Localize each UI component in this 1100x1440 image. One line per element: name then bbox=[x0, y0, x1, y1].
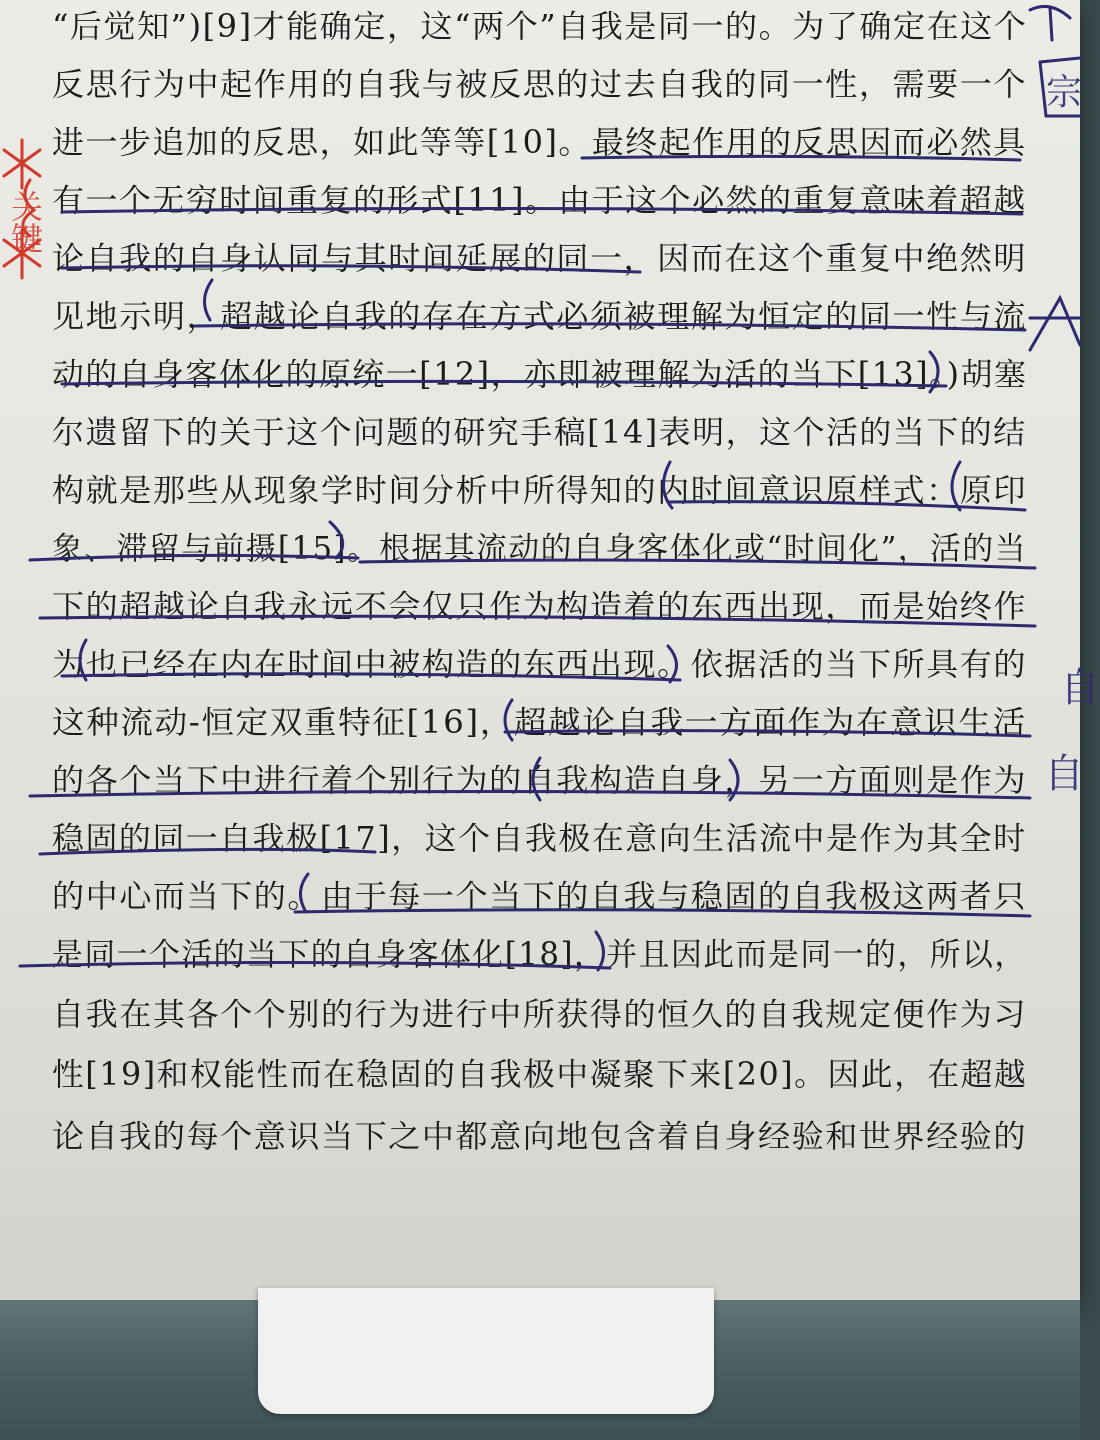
underline bbox=[40, 849, 375, 854]
text-line: 见地示明，超越论自我的存在方式必须被理解为恒定的同一性与流 bbox=[52, 299, 1028, 335]
text-line: 性[19]和权能性而在稳固的自我极中凝聚下来[20]。因此，在超越 bbox=[52, 1057, 1028, 1093]
text-line: “后觉知”)[9]才能确定，这“两个”自我是同一的。为了确定在这个 bbox=[52, 9, 1028, 45]
text-line: 象、滞留与前摄[15]。根据其流动的自身客体化或“时间化”，活的当 bbox=[52, 531, 1027, 567]
bracket bbox=[505, 700, 512, 740]
underline bbox=[40, 616, 1035, 626]
bracket bbox=[330, 522, 343, 558]
star-mark bbox=[1030, 298, 1080, 350]
text-line: 构就是那些从现象学时间分析中所得知的内时间意识原样式：原印 bbox=[52, 473, 1028, 509]
underline bbox=[195, 324, 1025, 330]
text-line: 自我在其各个个别的行为进行中所获得的恒久的自我规定便作为习 bbox=[52, 997, 1028, 1033]
underline bbox=[62, 208, 1022, 214]
text-line: 这种流动-恒定双重特征[16]，超越论自我一方面作为在意识生活 bbox=[52, 705, 1027, 741]
text-line: 的各个当下中进行着个别行为的自我构造自身，另一方面则是作为 bbox=[52, 763, 1028, 799]
bracket bbox=[533, 758, 540, 800]
bracket bbox=[952, 462, 960, 510]
bracket bbox=[80, 640, 86, 680]
underline bbox=[30, 555, 358, 560]
text-line: 反思行为中起作用的自我与被反思的过去自我的同一性，需要一个 bbox=[52, 67, 1028, 103]
text-line: 有一个无穷时间重复的形式[11]。由于这个必然的重复意味着超越 bbox=[52, 183, 1027, 219]
text-line: 动的自身客体化的原统一[12]，亦即被理解为活的当下[13]。)胡塞 bbox=[52, 357, 1028, 393]
text-line: 论自我的每个意识当下之中都意向地包含着自身经验和世界经验的 bbox=[52, 1119, 1028, 1155]
text-line: 尔遗留下的关于这个问题的研究手稿[14]表明，这个活的当下的结 bbox=[52, 415, 1027, 451]
text-line: 稳固的同一自我极[17]，这个自我极在意向生活流中是作为其全时 bbox=[52, 821, 1027, 857]
margin-note-right-middle: 自 bbox=[1060, 665, 1100, 711]
underline bbox=[30, 791, 1030, 798]
margin-note-left: 关键 bbox=[6, 190, 44, 254]
text-line: 进一步追加的反思，如此等等[10]。最终起作用的反思因而必然具 bbox=[52, 125, 1027, 161]
underline bbox=[62, 266, 640, 272]
text-line: 论自我的自身认同与其时间延展的同一，因而在这个重复中绝然明 bbox=[52, 241, 1028, 277]
underline bbox=[582, 156, 1020, 160]
bracket bbox=[668, 646, 677, 682]
margin-mark bbox=[1030, 6, 1070, 40]
underline bbox=[20, 962, 610, 968]
bracket bbox=[596, 932, 604, 970]
underline bbox=[360, 560, 1035, 568]
red-star bbox=[4, 140, 40, 188]
underline bbox=[62, 381, 946, 386]
margin-note-right-bottom: 自 bbox=[1044, 751, 1084, 797]
bracket bbox=[204, 280, 212, 320]
text-line: 为也已经在内在时间中被构造的东西出现。依据活的当下所具有的 bbox=[52, 647, 1028, 683]
margin-note-right-top: 宗 bbox=[1046, 72, 1083, 113]
text-line: 下的超越论自我永远不会仅只作为构造着的东西出现，而是始终作 bbox=[52, 589, 1028, 625]
underline bbox=[62, 674, 680, 680]
card-under-book bbox=[258, 1288, 714, 1414]
text-line: 是同一个活的当下的自身客体化[18]，并且因此而是同一的，所以， bbox=[52, 937, 1027, 973]
underline bbox=[668, 502, 1025, 510]
bracket bbox=[300, 874, 308, 912]
text-line: 的中心而当下的。由于每一个当下的自我与稳固的自我极这两者只 bbox=[52, 879, 1028, 915]
underline bbox=[505, 731, 1030, 736]
underline bbox=[295, 910, 1030, 916]
